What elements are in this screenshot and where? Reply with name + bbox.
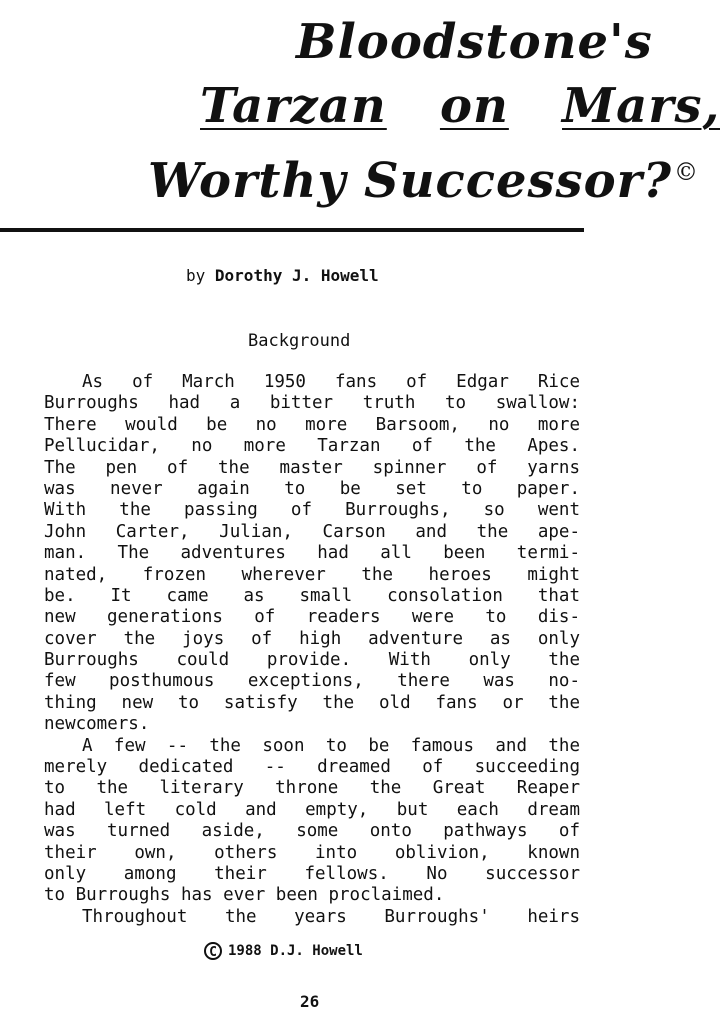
title-word-tarzan: Tarzan — [200, 78, 387, 134]
body-line: merely dedicated -- dreamed of succeeding — [44, 757, 580, 778]
title-line-3 — [148, 144, 699, 209]
body-line: to the literary throne the Great Reaper — [44, 778, 580, 799]
body-line: few posthumous exceptions, there was no- — [44, 671, 580, 692]
body-line: cover the joys of high adventure as only — [44, 628, 580, 649]
article-body — [44, 372, 580, 928]
title-line-3-text: Worthy Successor? — [148, 153, 672, 209]
body-line: was turned aside, some onto pathways of — [44, 821, 580, 842]
section-heading: Background — [248, 331, 351, 351]
byline — [186, 266, 379, 285]
body-line: With the passing of Burroughs, so went — [44, 500, 580, 521]
copyright-icon: C — [204, 942, 222, 960]
body-line: to Burroughs has ever been proclaimed. — [44, 885, 445, 906]
body-line: be. It came as small consolation that — [44, 585, 580, 606]
title-copyright-icon: © — [674, 158, 699, 186]
body-line: was never again to be set to paper. — [44, 478, 580, 499]
body-line: had left cold and empty, but each dream — [44, 799, 580, 820]
body-line: John Carter, Julian, Carson and the ape- — [44, 521, 580, 542]
title-line-2 — [200, 78, 720, 134]
page-number: 26 — [300, 992, 320, 1011]
body-line: newcomers. — [44, 714, 150, 735]
body-line: A few -- the soon to be famous and the — [82, 735, 580, 756]
title-word-mars: Mars, — [562, 78, 720, 134]
body-line: Burroughs could provide. With only the — [44, 650, 580, 671]
body-line: man. The adventures had all been termi- — [44, 543, 580, 564]
title-divider — [0, 228, 584, 232]
body-line: thing new to satisfy the old fans or the — [44, 692, 580, 713]
body-line: Burroughs had a bitter truth to swallow: — [44, 393, 580, 414]
body-line: their own, others into oblivion, known — [44, 842, 580, 863]
title-line-1: Bloodstone's — [296, 14, 653, 70]
title-word-on: on — [439, 78, 509, 134]
body-line: nated, frozen wherever the heroes might — [44, 564, 580, 585]
body-line: Pellucidar, no more Tarzan of the Apes. — [44, 436, 580, 457]
article-title — [0, 14, 720, 209]
byline-author: Dorothy J. Howell — [214, 266, 379, 285]
body-line: only among their fellows. No successor — [44, 863, 580, 884]
body-line: As of March 1950 fans of Edgar Rice — [82, 372, 580, 392]
body-line: There would be no more Barsoom, no more — [44, 414, 580, 435]
byline-prefix: by — [186, 266, 206, 285]
body-line: Throughout the years Burroughs' heirs — [82, 906, 580, 927]
body-line: new generations of readers were to dis- — [44, 607, 580, 628]
body-line: The pen of the master spinner of yarns — [44, 457, 580, 478]
footer-copyright — [204, 942, 363, 960]
footer-copyright-text: 1988 D.J. Howell — [228, 943, 363, 959]
